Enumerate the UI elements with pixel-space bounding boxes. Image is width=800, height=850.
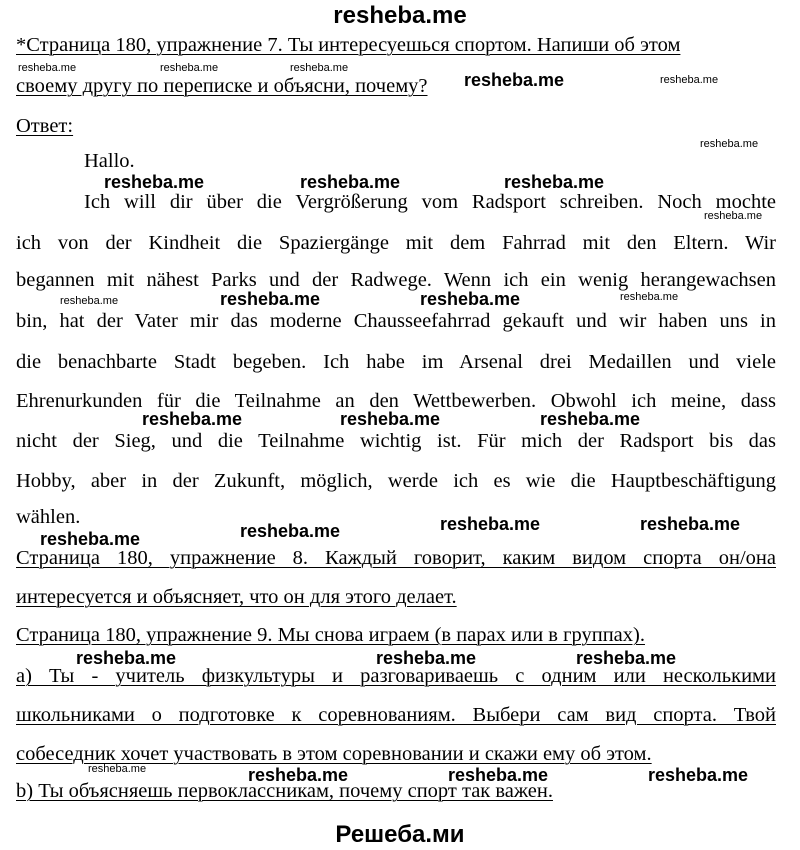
answer-label-text: Ответ:	[16, 115, 74, 137]
watermark: resheba.me	[76, 648, 177, 668]
watermark: resheba.me	[620, 291, 679, 303]
exercise7-prompt-line2-text: своему другу по переписке и объясни, почему?	[16, 75, 428, 97]
watermark: resheba.me	[240, 521, 341, 541]
letter-greeting: Hallo.	[84, 150, 135, 172]
watermark: resheba.me	[40, 529, 141, 549]
watermark: resheba.me	[640, 514, 741, 534]
watermark: resheba.me	[18, 62, 77, 74]
watermark: resheba.me	[504, 172, 605, 192]
watermark: resheba.me	[160, 62, 219, 74]
exercise9-title-text: Страница 180, упражнение 9. Мы снова играем (в парах или в группах).	[16, 624, 645, 646]
watermark: resheba.me	[648, 765, 749, 785]
watermark: resheba.me	[464, 70, 565, 90]
exercise8-line1: Страница 180, упражнение 8. Каждый говорит, каким видом спорта он/она	[16, 547, 776, 569]
watermark: resheba.me	[60, 295, 119, 307]
exercise9-a-line-last-text: собеседник хочет участвовать в этом соревновании и скажи ему об этом.	[16, 743, 652, 765]
answer-label	[16, 114, 776, 138]
letter-line-last: wählen.	[16, 506, 81, 528]
exercise9-title	[16, 623, 776, 647]
exercise9-b-line-text: b) Ты объясняешь первоклассникам, почему спорт так важен.	[16, 780, 553, 802]
watermark: resheba.me	[142, 409, 243, 429]
exercise8-line2-text: интересуется и объясняет, что он для этого делает.	[16, 586, 457, 608]
watermark: resheba.me	[700, 138, 759, 150]
letter-line: ich von der Kindheit die Spaziergänge mit dem Fahrrad mit den Eltern. Wir	[16, 232, 776, 254]
watermark: resheba.me	[704, 210, 763, 222]
exercise7-prompt-line1: *Страница 180, упражнение 7. Ты интересуешься спортом. Напиши об этом	[16, 34, 681, 56]
watermark: resheba.me	[660, 74, 719, 86]
exercise9-a-line: a) Ты - учитель физкультуры и разговариваешь с одним или несколькими	[16, 665, 776, 687]
letter-line: die benachbarte Stadt begeben. Ich habe im Arsenal drei Medaillen und viele	[16, 351, 776, 373]
letter-line: Ich will dir über die Vergrößerung vom Radsport schreiben. Noch mochte	[84, 191, 776, 213]
watermark: resheba.me	[220, 289, 321, 309]
letter-line: Hobby, aber in der Zukunft, möglich, werde ich es wie die Hauptbeschäftigung	[16, 470, 776, 492]
letter-line: bin, hat der Vater mir das moderne Chausseefahrrad gekauft und wir haben uns in	[16, 310, 776, 332]
letter-line: nicht der Sieg, und die Teilnahme wichtig ist. Für mich der Radsport bis das	[16, 430, 776, 452]
site-title: resheba.me	[333, 2, 467, 29]
letter-line: Ehrenurkunden für die Teilnahme an den Wettbewerben. Obwohl ich meine, dass	[16, 390, 776, 412]
watermark: resheba.me	[340, 409, 441, 429]
watermark: resheba.me	[88, 763, 147, 775]
watermark: resheba.me	[104, 172, 205, 192]
watermark: resheba.me	[300, 172, 401, 192]
footer-title: Решеба.ми	[335, 821, 465, 848]
watermark: resheba.me	[420, 289, 521, 309]
exercise9-a-line: школьниками о подготовке к соревнованиям. Выбери сам вид спорта. Твой	[16, 704, 776, 726]
exercise8-line2	[16, 585, 776, 609]
watermark: resheba.me	[376, 648, 477, 668]
watermark: resheba.me	[540, 409, 641, 429]
watermark: resheba.me	[576, 648, 677, 668]
letter-line: begannen mit nähest Parks und der Radwege. Wenn ich ein wenig herangewachsen	[16, 269, 776, 291]
watermark: resheba.me	[440, 514, 541, 534]
watermark: resheba.me	[248, 765, 349, 785]
watermark: resheba.me	[448, 765, 549, 785]
watermark: resheba.me	[290, 62, 349, 74]
